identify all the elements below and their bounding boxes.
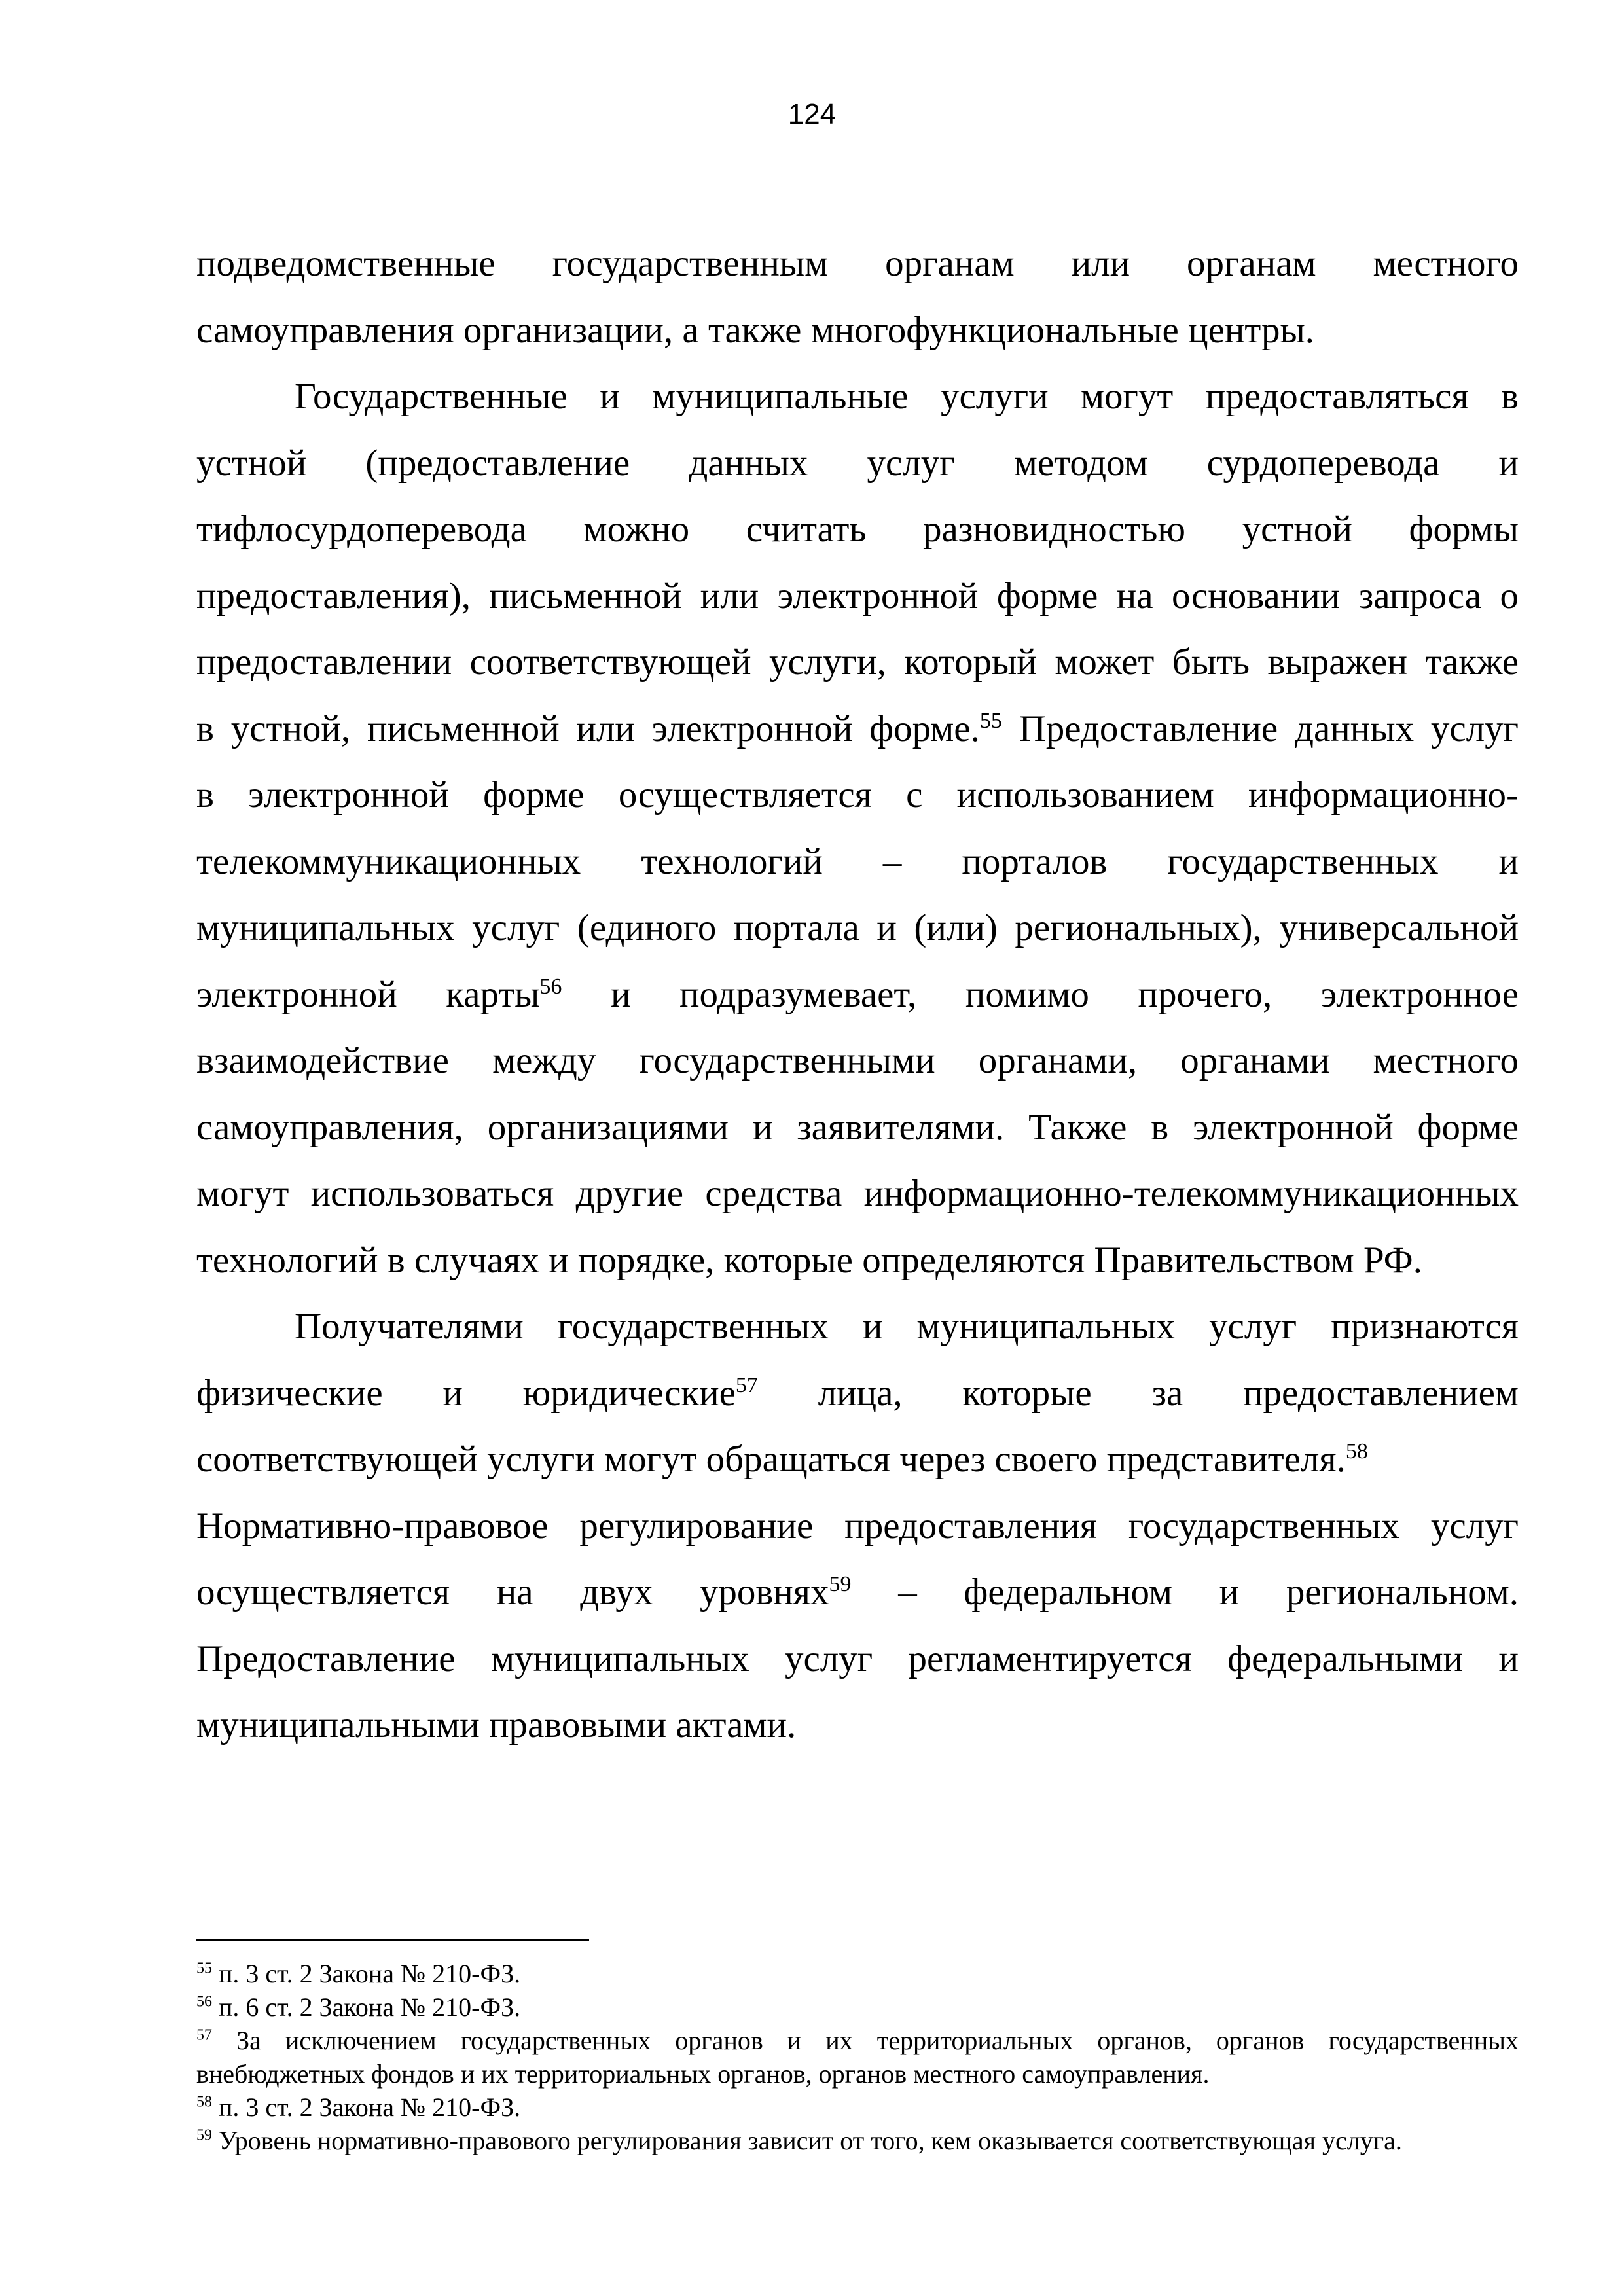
footnote-line (196, 1990, 1519, 2024)
body-text (196, 230, 1519, 1759)
text-segment: и подразумевает, помимо прочего, электронное (562, 973, 1519, 1015)
footnote-reference: 59 (196, 2126, 212, 2144)
text-segment: устной (предоставление данных услуг методом сурдоперевода и (196, 442, 1519, 484)
body-line (196, 363, 1519, 430)
footnote-line (196, 2124, 1519, 2157)
text-segment: предоставлении соответствующей услуги, который может быть выражен также (196, 641, 1519, 683)
body-line (196, 1094, 1519, 1161)
body-line (196, 1360, 1519, 1427)
footnote-reference: 56 (539, 974, 562, 999)
footnote-line (196, 1957, 1519, 1990)
text-segment: Уровень нормативно-правового регулирования зависит от того, кем оказывается соответствующая услуга. (212, 2126, 1402, 2155)
text-segment: внебюджетных фондов и их территориальных органов, органов местного самоуправления. (196, 2059, 1210, 2089)
text-segment: физические и юридические (196, 1372, 736, 1414)
footnote-reference: 55 (196, 1960, 212, 1977)
text-segment: самоуправления организации, а также многофункциональные центры. (196, 309, 1315, 351)
text-segment: муниципальными правовыми актами. (196, 1704, 797, 1746)
page-number: 124 (787, 98, 837, 130)
text-segment: муниципальных услуг (единого портала и (или) региональных), универсальной (196, 907, 1519, 948)
text-segment: технологий в случаях и порядке, которые определяются Правительством РФ. (196, 1239, 1422, 1281)
text-segment: соответствующей услуги могут обращаться через своего представителя. (196, 1439, 1346, 1480)
text-segment: Нормативно-правовое регулирование предоставления государственных услуг (196, 1505, 1519, 1547)
body-line (196, 1227, 1519, 1294)
body-line (196, 563, 1519, 630)
footnote-line (196, 2090, 1519, 2124)
text-segment: телекоммуникационных технологий – порталов государственных и (196, 840, 1519, 882)
footnote-reference: 56 (196, 1993, 212, 2011)
text-segment: электронной карты (196, 973, 540, 1015)
text-segment: п. 3 ст. 2 Закона № 210-ФЗ. (212, 2092, 521, 2122)
body-line (196, 1559, 1519, 1626)
text-segment: Предоставление муниципальных услуг регламентируется федеральными и (196, 1638, 1519, 1679)
text-segment: Государственные и муниципальные услуги могут предоставляться в (295, 376, 1519, 417)
footnote-separator (196, 1939, 589, 1941)
body-line (196, 1028, 1519, 1094)
footnotes (196, 1957, 1519, 2157)
text-segment: осуществляется на двух уровнях (196, 1571, 829, 1613)
footnote-reference: 59 (829, 1572, 852, 1596)
footnote-reference: 58 (196, 2093, 212, 2111)
text-segment: Получателями государственных и муниципальных услуг признаются (295, 1306, 1519, 1347)
text-segment: тифлосурдоперевода можно считать разновидностью устной формы (196, 509, 1519, 550)
footnote-reference: 57 (735, 1372, 758, 1397)
body-line (196, 496, 1519, 563)
text-segment: лица, которые за предоставлением (757, 1372, 1519, 1414)
body-line (196, 430, 1519, 497)
text-segment: За исключением государственных органов и их территориальных органов, органов государственных (212, 2026, 1519, 2055)
text-segment: п. 6 ст. 2 Закона № 210-ФЗ. (212, 1992, 521, 2022)
text-segment: взаимодействие между государственными органами, органами местного (196, 1040, 1519, 1081)
footnote-reference: 58 (1345, 1439, 1368, 1463)
body-line (196, 829, 1519, 895)
footnote-line (196, 2057, 1519, 2090)
body-line (196, 762, 1519, 829)
body-line (196, 1160, 1519, 1227)
footnote-reference: 57 (196, 2026, 212, 2044)
text-segment: Предоставление данных услуг (1001, 708, 1519, 749)
text-segment: – федеральном и региональном. (851, 1571, 1519, 1613)
text-segment: предоставления), письменной или электронной форме на основании запроса о (196, 575, 1519, 617)
body-line (196, 629, 1519, 696)
text-segment: подведомственные государственным органам или органам местного (196, 243, 1519, 284)
text-segment: п. 3 ст. 2 Закона № 210-ФЗ. (212, 1959, 521, 1988)
body-line (196, 961, 1519, 1028)
body-line (196, 230, 1519, 297)
body-line (196, 696, 1519, 762)
body-line (196, 1626, 1519, 1693)
footnote-line (196, 2024, 1519, 2057)
body-line (196, 1493, 1519, 1560)
body-line (196, 297, 1519, 364)
text-segment: в электронной форме осуществляется с использованием информационно- (196, 774, 1519, 816)
footnote-reference: 55 (979, 708, 1002, 733)
body-line (196, 1293, 1519, 1360)
body-line (196, 895, 1519, 961)
text-segment: самоуправления, организациями и заявителями. Также в электронной форме (196, 1106, 1519, 1148)
text-segment: в устной, письменной или электронной форме. (196, 708, 980, 749)
text-segment: могут использоваться другие средства информационно-телекоммуникационных (196, 1173, 1519, 1214)
body-line (196, 1426, 1519, 1493)
body-line (196, 1692, 1519, 1759)
